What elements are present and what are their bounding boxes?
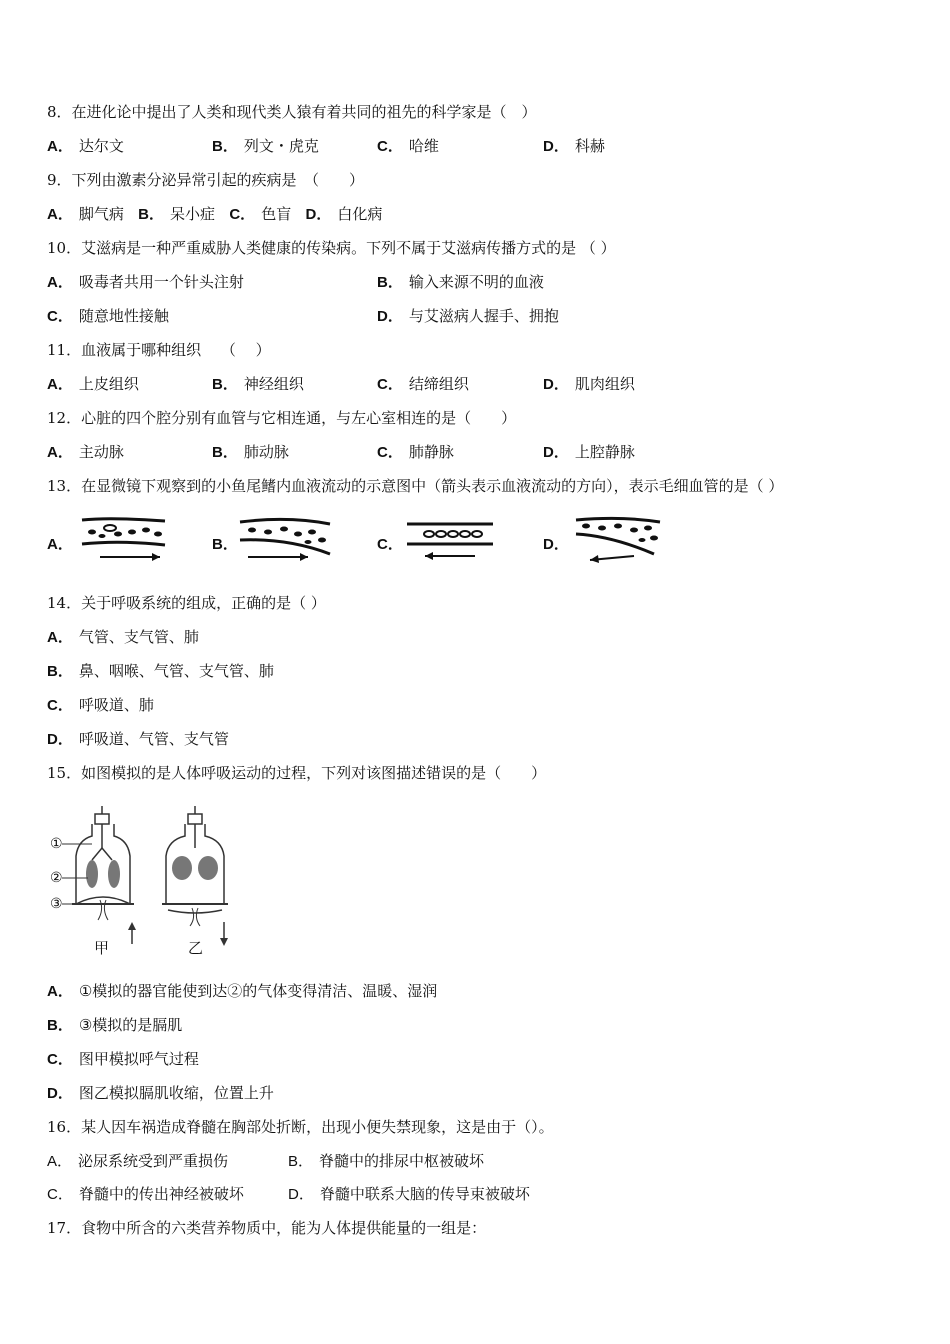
option-label: D． [543,376,569,393]
caption-jia: 甲 [94,939,110,957]
q15-stem: 15．如图模拟的是人体呼吸运动的过程，下列对该图描述错误的是（ ） [47,764,547,782]
q15-option-d [47,1083,274,1104]
option-label: D． [47,1085,73,1102]
option-text: 主动脉 [78,443,124,461]
q14-option-d [47,729,229,750]
option-text: 脊髓中联系大脑的传导束被破坏 [319,1185,530,1203]
q11-option-d [543,374,635,395]
q8-stem: 8．在进化论中提出了人类和现代类人猿有着共同的祖先的科学家是（ ） [47,103,537,121]
marker-1: ① [50,836,63,852]
q12-stem: 12．心脏的四个腔分别有血管与它相连通，与左心室相连的是（ ） [47,409,517,427]
q11-option-a [47,374,139,395]
option-text: 呆小症 [170,205,216,223]
option-text: 呼吸道、肺 [78,696,154,714]
q13-figure-a [80,512,170,564]
option-text: 结缔组织 [408,375,469,393]
q16-option-a [47,1151,228,1172]
caption-yi: 乙 [188,939,204,957]
option-label: A． [47,536,73,553]
q8-option-a [47,136,124,157]
q10-option-b [377,272,544,293]
option-label: D． [377,308,403,325]
option-label: A． [47,206,73,223]
option-label: B． [212,444,238,461]
option-label: C． [47,1051,73,1068]
option-text: 气管、支气管、肺 [78,628,199,646]
option-text: 鼻、咽喉、气管、支气管、肺 [78,662,274,680]
option-label: B． [47,663,73,680]
option-label: D． [543,138,569,155]
q14-option-a [47,627,199,648]
option-label: B． [212,138,238,155]
option-label: D． [305,206,332,223]
q14-option-b [47,661,274,682]
option-text: 肌肉组织 [574,375,635,393]
q10-option-a [47,272,244,293]
lung-icon [86,860,98,888]
q8-option-d [543,136,605,157]
option-label: B． [212,536,238,553]
option-label: C． [47,1186,73,1203]
option-text: 科赫 [574,137,605,155]
option-text: ①模拟的器官能使到达②的气体变得清洁、温暖、湿润 [78,982,438,1000]
q11-option-c [377,374,469,395]
q13-figure-b [238,512,336,564]
option-text: 达尔文 [78,137,124,155]
q10-stem: 10．艾滋病是一种严重威胁人类健康的传染病。下列不属于艾滋病传播方式的是 （ ） [47,239,616,257]
option-label: A． [47,983,73,1000]
option-label: D． [288,1186,314,1203]
option-text: 脊髓中的排尿中枢被破坏 [319,1152,485,1170]
option-text: 色盲 [261,205,292,223]
option-label: A． [47,138,73,155]
option-text: 脊髓中的传出神经被破坏 [78,1185,244,1203]
option-label: B． [377,274,403,291]
q16-option-b [288,1151,484,1172]
option-text: 白化病 [337,205,383,223]
option-label: D． [47,731,73,748]
lung-icon [198,856,218,880]
option-text: 列文・虎克 [243,137,319,155]
q10-option-c [47,306,169,327]
option-text: 泌尿系统受到严重损伤 [78,1152,229,1170]
q16-option-d [288,1184,530,1205]
option-label: A． [47,274,73,291]
marker-3: ③ [50,896,63,912]
q13-option-a [47,534,79,555]
q8-option-c [377,136,439,157]
option-text: 上皮组织 [78,375,139,393]
q10-option-d [377,306,559,327]
option-label: C． [229,206,256,223]
q15-option-c [47,1049,199,1070]
option-text: 呼吸道、气管、支气管 [78,730,229,748]
bell-jar-yi [162,806,228,913]
option-label: C． [47,697,73,714]
q12-option-a [47,442,124,463]
option-label: A． [47,376,73,393]
option-text: 哈维 [408,137,439,155]
option-label: A． [47,444,73,461]
option-text: 神经组织 [243,375,304,393]
q9-options [47,204,382,225]
option-label: C． [377,536,403,553]
option-text: 肺动脉 [243,443,289,461]
option-text: 输入来源不明的血液 [408,273,544,291]
option-text: 图乙模拟膈肌收缩，位置上升 [78,1084,274,1102]
option-text: 图甲模拟呼气过程 [78,1050,199,1068]
q15-option-b [47,1015,182,1036]
option-text: 与艾滋病人握手、拥抱 [408,307,559,325]
q12-option-d [543,442,635,463]
option-label: C． [47,308,73,325]
option-text: 上腔静脉 [574,443,635,461]
q16-option-c [47,1184,244,1205]
option-label: B． [288,1153,314,1170]
q11-stem: 11．血液属于哪种组织 （ ） [47,341,271,359]
option-label: C． [377,376,403,393]
option-text: 脚气病 [78,205,124,223]
option-text: 吸毒者共用一个针头注射 [78,273,244,291]
option-label: B． [47,1017,73,1034]
q12-option-c [377,442,454,463]
option-label: A． [47,1153,73,1170]
q14-stem: 14．关于呼吸系统的组成，正确的是（ ） [47,594,326,612]
option-label: D． [543,444,569,461]
option-label: C． [377,138,403,155]
q15-option-a [47,981,437,1002]
bell-jar-jia [72,806,134,904]
option-label: C． [377,444,403,461]
lung-icon [108,860,120,888]
q13-figure-c [405,516,497,564]
q12-option-b [212,442,289,463]
option-text: 肺静脉 [408,443,454,461]
option-text: 随意地性接触 [78,307,169,325]
q13-figure-d [572,512,664,566]
option-label: B． [212,376,238,393]
q8-option-b [212,136,319,157]
option-label: D． [543,536,569,553]
option-text: ③模拟的是膈肌 [78,1016,183,1034]
q15-lung-model-figure [48,804,238,962]
q17-stem: 17．食物中所含的六类营养物质中，能为人体提供能量的一组是： [47,1219,487,1237]
q13-stem: 13．在显微镜下观察到的小鱼尾鳍内血液流动的示意图中（箭头表示血液流动的方向），表示毛细血管的是（ ） [47,477,784,495]
option-label: B． [138,206,165,223]
q13-option-d [543,534,575,555]
q14-option-c [47,695,154,716]
option-label: A． [47,629,73,646]
q16-stem: 16．某人因车祸造成脊髓在胸部处折断，出现小便失禁现象，这是由于（）。 [47,1118,554,1136]
q11-option-b [212,374,304,395]
q9-stem: 9．下列由激素分泌异常引起的疾病是 （ ） [47,171,365,189]
lung-icon [172,856,192,880]
marker-2: ② [50,870,63,886]
